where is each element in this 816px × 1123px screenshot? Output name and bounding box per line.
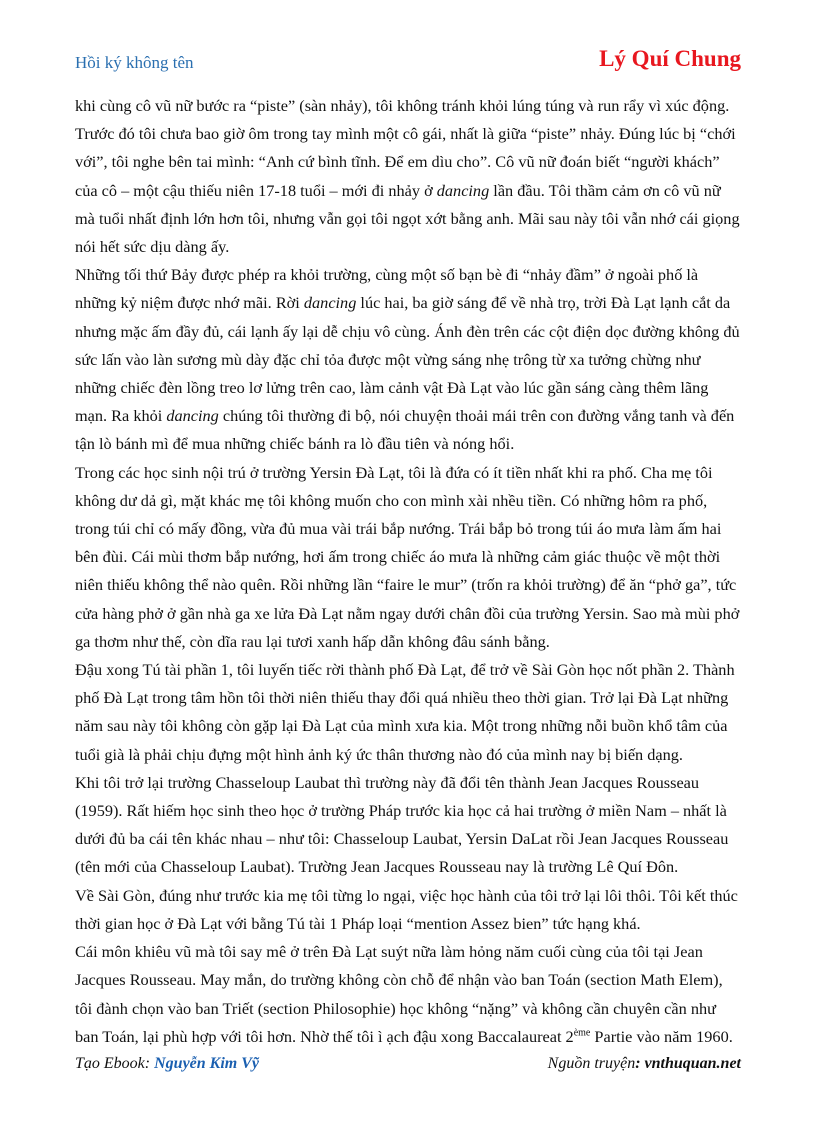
superscript: ème	[573, 1027, 591, 1039]
paragraph	[75, 769, 741, 882]
text-run: Những tối thứ Bảy được phép ra khỏi trường, cùng một số bạn bè đi “nhảy đầm” ở ngoài phố là những kỷ niệm được nhớ mãi. Rời	[75, 265, 699, 313]
source-credit-label: Nguồn truyện	[547, 1055, 636, 1072]
italic-term: dancing	[436, 180, 490, 200]
italic-term: dancing	[166, 406, 219, 426]
body-text	[75, 92, 741, 1051]
text-run: Khi tôi trở lại trường Chasseloup Laubat thì trường này đã đổi tên thành Jean Jacques Rousseau (1959). Rất hiếm học sinh theo học ở trường Pháp trước kia học cả hai trường ở miền Nam – nhất là dưới đủ ba cái tên khác nhau – như tôi: Chasseloup Laubat, Yersin DaLat rồi Jean Jacques Rousseau (tên mới của Chasseloup Laubat). Trường Jean Jacques Rousseau nay là trường Lê Quí Đôn.	[75, 772, 729, 877]
paragraph	[75, 261, 741, 458]
text-run: Trong các học sinh nội trú ở trường Yersin Đà Lạt, tôi là đứa có ít tiền nhất khi ra phố. Cha mẹ tôi không dư dả gì, mặt khác mẹ tôi không muốn cho con mình xài nhều tiền. Có những hôm ra phố, trong túi chỉ có mấy đồng, vừa đủ mua vài trái bắp nướng. Trái bắp bỏ trong túi áo mưa làm ấm hai bên đùi. Cái mùi thơm bắp nướng, hơi ấm trong chiếc áo mưa là những cảm giác thuộc về một thời niên thiếu không thể nào quên. Rồi những lần “faire le mur” (trốn ra khỏi trường) để ăn “phở ga”, tức cửa hàng phở ở gần nhà ga xe lửa Đà Lạt nằm ngay dưới chân đồi của trường Yersin. Sao mà mùi phở ga thơm như thế, còn dĩa rau lại tươi xanh hấp dẫn không đâu sánh bằng.	[75, 462, 740, 651]
paragraph	[75, 459, 741, 656]
text-run: khi cùng cô vũ nữ bước ra “piste” (sàn nhảy), tôi không tránh khỏi lúng túng và run rẩy vì xúc động. Trước đó tôi chưa bao giờ ôm trong tay mình một cô gái, nhất là giữa “piste” nhảy. Đúng lúc bị “chới với”, tôi nghe bên tai mình: “Anh cứ bình tĩnh. Để em dìu cho”. Cô vũ nữ đoán biết “người khách” của cô – một cậu thiếu niên 17-18 tuổi – mới đi nhảy ở	[75, 96, 736, 200]
text-run: Đậu xong Tú tài phần 1, tôi luyến tiếc rời thành phố Đà Lạt, để trở về Sài Gòn học nốt phần 2. Thành phố Đà Lạt trong tâm hồn tôi thời niên thiếu thay đổi quá nhiều theo thời gian. Trở lại Đà Lạt những năm sau này tôi không còn gặp lại Đà Lạt của mình xưa kia. Một trong những nỗi buồn khổ tâm của tuổi già là phải chịu đựng một hình ảnh ký ức thân thương nào đó của mình nay bị biến dạng.	[75, 660, 735, 764]
paragraph	[75, 882, 741, 938]
paragraph	[75, 656, 741, 769]
text-run: chúng tôi thường đi bộ, nói chuyện thoải mái trên con đường vắng tanh và đến tận lò bánh mì để mua những chiếc bánh ra lò đầu tiên và nóng hổi.	[75, 406, 735, 454]
source-credit: Nguồn truyện: vnthuquan.net	[547, 1055, 741, 1072]
text-run: lần đầu. Tôi thầm cảm ơn cô vũ nữ mà tuổi nhất định lớn hơn tôi, nhưng vẫn gọi tôi ngọt xớt bằng anh. Mãi sau này tôi vẫn nhớ cái giọng nói hết sức dịu dàng ấy.	[75, 180, 740, 257]
author-name: Lý Quí Chung	[599, 46, 741, 71]
book-title: Hồi ký không tên	[75, 53, 194, 72]
ebook-credit-label: Tạo Ebook	[75, 1055, 145, 1072]
ebook-creator-name: Nguyễn Kim Vỹ	[154, 1055, 259, 1072]
text-run: lúc hai, ba giờ sáng để về nhà trọ, trời Đà Lạt lạnh cắt da nhưng mặc ấm đầy đủ, cái lạnh ấy lại dễ chịu vô cùng. Ánh đèn trên các cột điện dọc đường không đủ sức lấn vào làn sương mù dày đặc chỉ tỏa được một vừng sáng nhẹ trông từ xa tưởng chừng như những chiếc đèn lồng treo lơ lửng trên cao, làm cảnh vật Đà Lạt vào lúc gần sáng càng thêm lãng mạn. Ra khỏi	[75, 293, 740, 426]
text-run: Cái môn khiêu vũ mà tôi say mê ở trên Đà Lạt suýt nữa làm hỏng năm cuối cùng của tôi tại Jean Jacques Rousseau. May mắn, do trường không còn chỗ để nhận vào ban Toán (section Math Elem), tôi đành chọn vào ban Triết (section Philosophie) học không “nặng” và không cần chuyên cần như ban Toán, lại phù hợp với tôi hơn. Nhờ thế tôi ì ạch đậu xong Baccalaureat 2	[75, 942, 723, 1046]
italic-term: dancing	[303, 293, 357, 313]
text-run: Về Sài Gòn, đúng như trước kia mẹ tôi từng lo ngại, việc học hành của tôi trở lại lôi thôi. Tôi kết thúc thời gian học ở Đà Lạt với bằng Tú tài 1 Pháp loại “mention Assez bien” tức hạng khá.	[75, 885, 738, 933]
text-run: Partie vào năm 1960.	[590, 1026, 733, 1046]
page-header	[75, 44, 741, 80]
source-site: vnthuquan.net	[644, 1055, 741, 1072]
ebook-credit: Tạo Ebook: Nguyễn Kim Vỹ	[75, 1055, 259, 1072]
paragraph	[75, 92, 741, 261]
paragraph	[75, 938, 741, 1051]
